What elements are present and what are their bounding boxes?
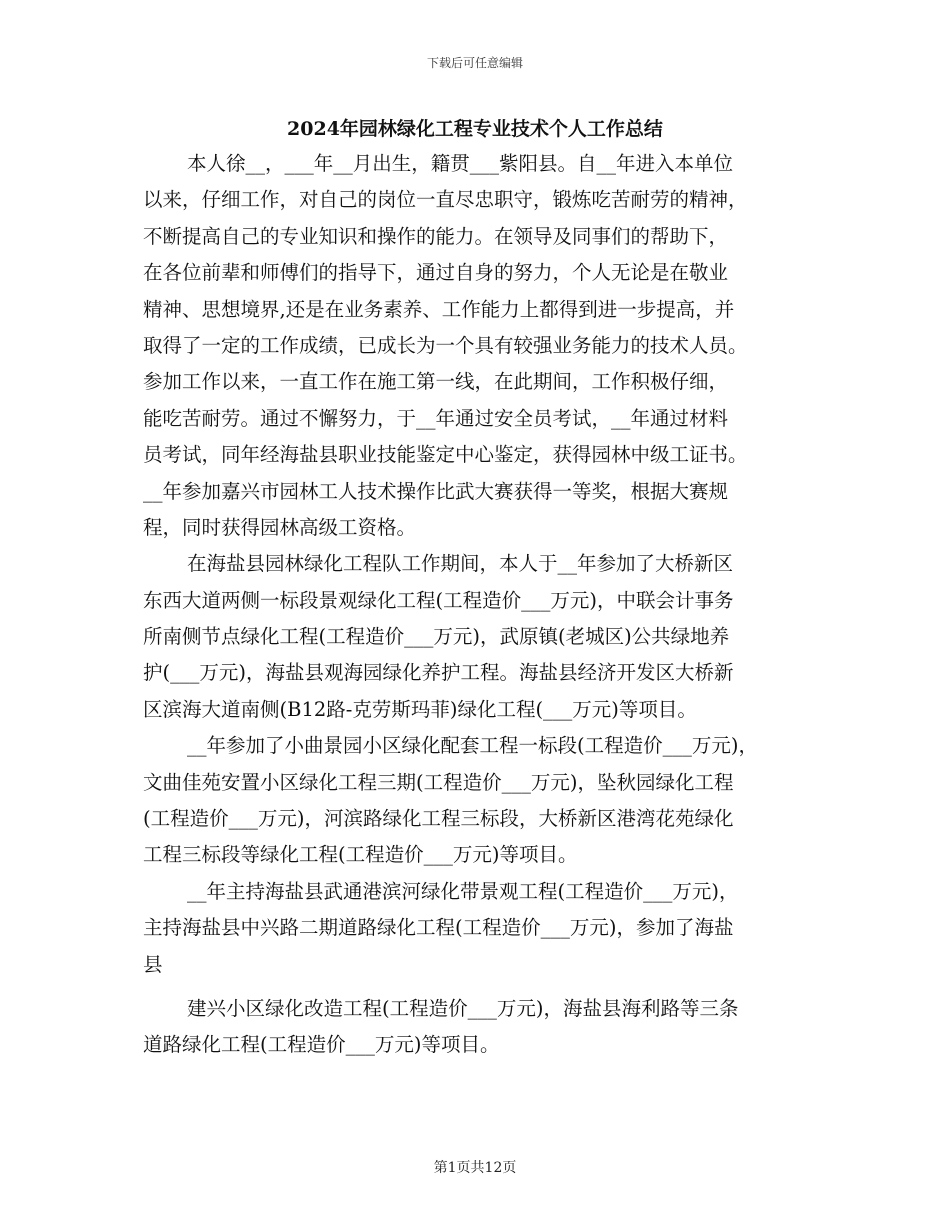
page-header: 下载后可任意编辑 (426, 56, 523, 70)
paragraph-line: 在各位前辈和师傅们的指导下，通过自身的努力，个人无论是在敬业 (143, 261, 729, 285)
paragraph-line: 精神、思想境界,还是在业务素养、工作能力上都得到进一步提高，并 (143, 297, 735, 321)
paragraph-line: 参加工作以来，一直工作在施工第一线，在此期间，工作积极仔细， (143, 370, 729, 394)
paragraph-line: __年参加了小曲景园小区绿化配套工程一标段(工程造价___万元)， (187, 734, 758, 758)
paragraph-line: 文曲佳苑安置小区绿化工程三期(工程造价___万元)，坠秋园绿化工程 (143, 770, 734, 794)
paragraph-line: __年参加嘉兴市园林工人技术操作比武大赛获得一等奖，根据大赛规 (143, 479, 729, 503)
paragraph-line: 在海盐县园林绿化工程队工作期间，本人于__年参加了大桥新区 (187, 552, 734, 576)
page-footer: 第1页共12页 (433, 1160, 517, 1176)
paragraph-line: 不断提高自己的专业知识和操作的能力。在领导及同事们的帮助下， (143, 224, 729, 248)
paragraph-line: 所南侧节点绿化工程(工程造价___万元)，武原镇(老城区)公共绿地养 (143, 625, 730, 649)
paragraph-line: 以来，仔细工作，对自己的岗位一直尽忠职守，锻炼吃苦耐劳的精神， (143, 188, 748, 212)
document-title: 2024年园林绿化工程专业技术个人工作总结 (287, 118, 663, 140)
paragraph-line: 主持海盐县中兴路二期道路绿化工程(工程造价___万元)，参加了海盐 (143, 916, 734, 940)
paragraph-line: __年主持海盐县武通港滨河绿化带景观工程(工程造价___万元)， (187, 879, 739, 903)
paragraph-line: 区滨海大道南侧(B12路-克劳斯玛菲)绿化工程(___万元)等项目。 (143, 697, 697, 721)
paragraph-line: 本人徐__，___年__月出生，籍贯___紫阳县。自__年进入本单位 (187, 152, 734, 175)
paragraph-line: 县 (143, 952, 163, 976)
paragraph-line: 建兴小区绿化改造工程(工程造价___万元)，海盐县海利路等三条 (187, 996, 739, 1020)
paragraph-line: 护(___万元)，海盐县观海园绿化养护工程。海盐县经济开发区大桥新 (143, 661, 734, 685)
paragraph-line: 能吃苦耐劳。通过不懈努力，于__年通过安全员考试，__年通过材料 (143, 406, 729, 430)
paragraph-line: 取得了一定的工作成绩，已成长为一个具有较强业务能力的技术人员。 (143, 333, 748, 357)
paragraph-line: 程，同时获得园林高级工资格。 (143, 515, 417, 539)
paragraph-line: 员考试，同年经海盐县职业技能鉴定中心鉴定，获得园林中级工证书。 (143, 443, 748, 467)
paragraph-line: 道路绿化工程(工程造价___万元)等项目。 (143, 1033, 500, 1057)
paragraph-line: (工程造价___万元)，河滨路绿化工程三标段，大桥新区港湾花苑绿化 (143, 807, 734, 831)
document-body (143, 146, 813, 1064)
paragraph-line: 东西大道两侧一标段景观绿化工程(工程造价___万元)，中联会计事务 (143, 588, 734, 612)
paragraph-line: 工程三标段等绿化工程(工程造价___万元)等项目。 (143, 843, 578, 867)
